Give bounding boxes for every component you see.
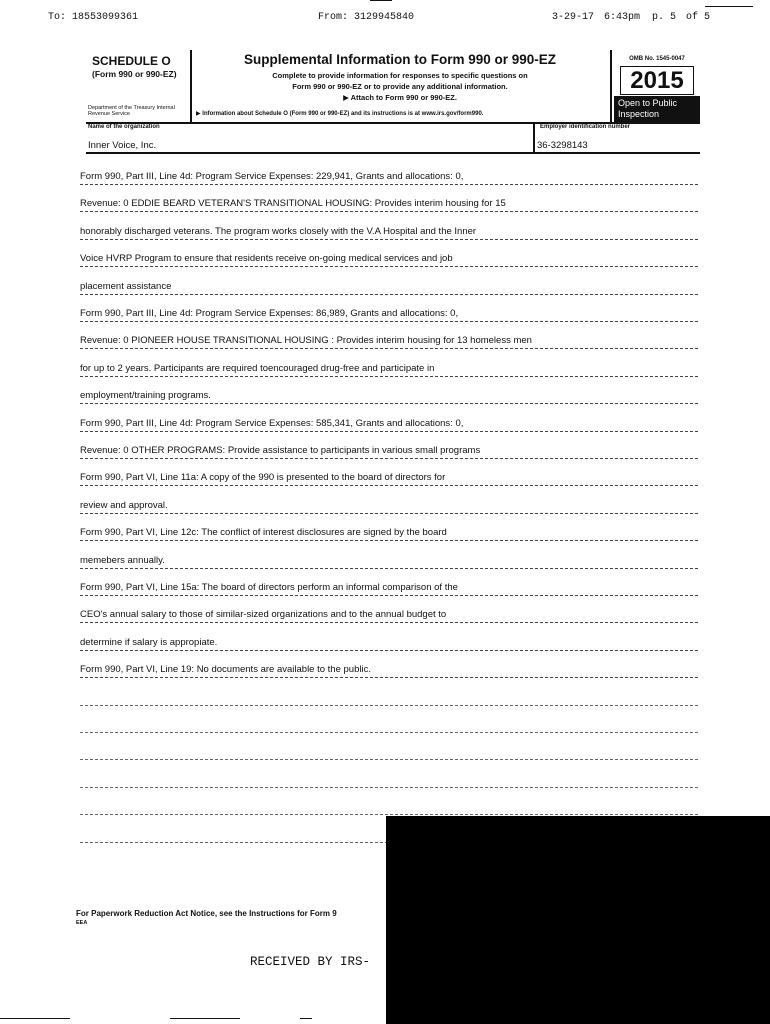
schedule-subtitle: (Form 990 or 990-EZ) — [92, 69, 177, 79]
schedule-line: Form 990, Part III, Line 4d: Program Service Expenses: 585,341, Grants and allocations: 0, — [80, 417, 698, 432]
schedule-line: placement assistance — [80, 280, 698, 295]
schedule-line: for up to 2 years. Participants are required toencouraged drug-free and participate in — [80, 362, 698, 377]
redaction-block — [386, 816, 770, 1024]
scan-mark — [170, 1018, 240, 1019]
schedule-line: determine if salary is appropiate. — [80, 636, 698, 651]
open-to-public-badge: Open to Public Inspection — [614, 96, 700, 122]
schedule-line — [80, 718, 698, 733]
scan-mark — [705, 6, 753, 7]
schedule-line — [80, 745, 698, 760]
fax-page: p. 5 — [652, 12, 677, 23]
schedule-line: Revenue: 0 PIONEER HOUSE TRANSITIONAL HOUSING : Provides interim housing for 13 homeless men — [80, 334, 698, 349]
schedule-line: Form 990, Part VI, Line 19: No documents are available to the public. — [80, 663, 698, 678]
schedule-line — [80, 800, 698, 815]
schedule-line: Form 990, Part VI, Line 15a: The board of directors perform an informal comparison of the — [80, 581, 698, 596]
org-name-label: Name of the organization — [88, 124, 160, 130]
received-stamp: RECEIVED BY IRS- — [250, 955, 371, 969]
header-divider-left — [190, 50, 192, 122]
schedule-line: memebers annually. — [80, 554, 698, 569]
instruction-line: Complete to provide information for responses to specific questions on — [272, 71, 528, 80]
instruction-line: ▶ Attach to Form 990 or 990-EZ. — [343, 93, 457, 102]
org-name: Inner Voice, Inc. — [88, 140, 157, 151]
schedule-title: SCHEDULE O — [92, 54, 171, 68]
schedule-line: honorably discharged veterans. The program works closely with the V.A Hospital and the Inner — [80, 225, 698, 240]
form-title: Supplemental Information to Form 990 or 990-EZ — [243, 52, 557, 67]
scan-mark — [0, 1018, 70, 1019]
fax-from: From: 3129945840 — [318, 12, 415, 23]
org-bottom-rule — [86, 152, 700, 154]
instruction-line: Form 990 or 990-EZ or to provide any additional information. — [292, 82, 508, 91]
ein-value: 36-3298143 — [537, 140, 588, 151]
fax-time: 6:43pm — [604, 12, 641, 23]
omb-number: OMB No. 1545-0047 — [629, 56, 685, 62]
paperwork-notice: For Paperwork Reduction Act Notice, see the Instructions for Form 9 — [76, 909, 337, 918]
schedule-line: Form 990, Part III, Line 4d: Program Service Expenses: 229,941, Grants and allocations: 0, — [80, 170, 698, 185]
tax-year: 2015 — [620, 66, 694, 95]
scan-mark — [370, 0, 392, 1]
info-line: ▶ Information about Schedule O (Form 990 or 990-EZ) and its instructions is at www.irs.gov/form990. — [196, 111, 484, 117]
fax-of: of 5 — [686, 12, 711, 23]
schedule-line: Revenue: 0 OTHER PROGRAMS: Provide assistance to participants in various small programs — [80, 444, 698, 459]
schedule-line: Revenue: 0 EDDIE BEARD VETERAN'S TRANSITIONAL HOUSING: Provides interim housing for 15 — [80, 197, 698, 212]
schedule-line: CEO's annual salary to those of similar-sized organizations and to the annual budget to — [80, 608, 698, 623]
header-divider-right — [610, 50, 612, 122]
scan-mark — [300, 1018, 312, 1019]
schedule-line: Voice HVRP Program to ensure that residents receive on-going medical services and job — [80, 252, 698, 267]
schedule-line — [80, 773, 698, 788]
ein-label: Employer identification number — [540, 124, 631, 130]
fax-date: 3-29-17 — [552, 12, 595, 23]
ein-divider — [533, 124, 535, 152]
schedule-line: review and approval. — [80, 499, 698, 514]
eea-code: EEA — [76, 920, 88, 926]
department-label: Department of the Treasury Internal Revenue Service — [88, 105, 175, 117]
schedule-line: Form 990, Part VI, Line 11a: A copy of the 990 is presented to the board of directors for — [80, 471, 698, 486]
schedule-line: employment/training programs. — [80, 389, 698, 404]
fax-to: To: 18553099361 — [48, 12, 139, 23]
form-instructions — [200, 70, 600, 103]
schedule-line — [80, 691, 698, 706]
schedule-line: Form 990, Part VI, Line 12c: The conflict of interest disclosures are signed by the board — [80, 526, 698, 541]
schedule-line: Form 990, Part III, Line 4d: Program Service Expenses: 86,989, Grants and allocations: 0, — [80, 307, 698, 322]
